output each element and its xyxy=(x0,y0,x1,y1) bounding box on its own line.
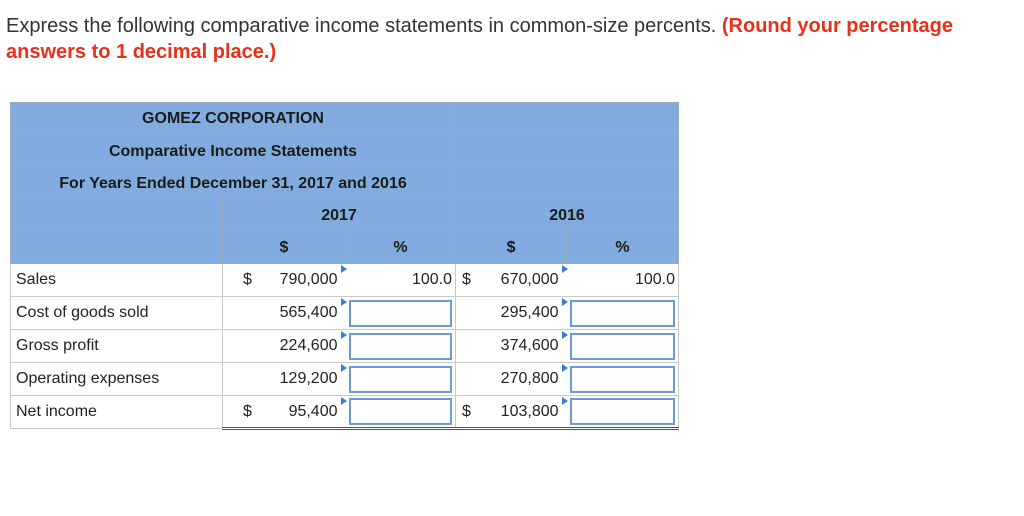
year-header-row xyxy=(11,200,679,232)
amount-2017: 129,200 xyxy=(223,363,346,396)
percent-input-2017[interactable] xyxy=(349,398,453,425)
row-label: Cost of goods sold xyxy=(11,297,223,330)
company-name: GOMEZ CORPORATION xyxy=(11,103,456,136)
table-row xyxy=(11,297,679,330)
percent-header-2016: % xyxy=(567,232,679,264)
table-row xyxy=(11,330,679,363)
currency-sign: $ xyxy=(243,402,252,420)
percent-input-2016[interactable] xyxy=(570,333,676,360)
percent-2017: 100.0 xyxy=(346,264,456,297)
table-row xyxy=(11,264,679,297)
company-row xyxy=(11,103,679,136)
period-row xyxy=(11,168,679,200)
currency-sign: $ xyxy=(462,271,471,288)
percent-input-2016[interactable] xyxy=(570,366,676,393)
percent-input-2016[interactable] xyxy=(570,398,676,425)
percent-header-2017: % xyxy=(346,232,456,264)
amount-2016: $ 670,000 xyxy=(456,264,567,297)
amount-2017: 224,600 xyxy=(223,330,346,363)
title-row xyxy=(11,136,679,168)
column-header-row xyxy=(11,232,679,264)
amount-2017: $ 95,400 xyxy=(223,396,346,429)
year-2016-header: 2016 xyxy=(456,200,679,232)
amount-2016: $ 103,800 xyxy=(456,396,567,429)
row-label: Gross profit xyxy=(11,330,223,363)
instructions-text: Express the following comparative income statements in common-size percents. xyxy=(6,15,717,37)
percent-input-2016[interactable] xyxy=(570,300,676,327)
statement-title: Comparative Income Statements xyxy=(11,136,456,168)
year-2017-header: 2017 xyxy=(223,200,456,232)
amount-2017: $ 790,000 xyxy=(223,264,346,297)
percent-2016: 100.0 xyxy=(567,264,679,297)
row-label: Sales xyxy=(11,264,223,297)
income-statement-table xyxy=(10,102,679,430)
row-label: Net income xyxy=(11,396,223,429)
amount-2017: 565,400 xyxy=(223,297,346,330)
amount-2016: 374,600 xyxy=(456,330,567,363)
dollar-header-2017: $ xyxy=(223,232,346,264)
currency-sign: $ xyxy=(243,271,252,288)
instructions xyxy=(6,13,1006,65)
percent-input-2017[interactable] xyxy=(349,300,453,327)
currency-sign: $ xyxy=(462,402,471,420)
dollar-header-2016: $ xyxy=(456,232,567,264)
percent-input-2017[interactable] xyxy=(349,333,453,360)
row-label: Operating expenses xyxy=(11,363,223,396)
statement-period: For Years Ended December 31, 2017 and 2016 xyxy=(11,168,456,200)
table-row xyxy=(11,363,679,396)
rounding-note: (Round your percentage answers to 1 decimal place.) xyxy=(6,15,954,63)
percent-input-2017[interactable] xyxy=(349,366,453,393)
amount-2016: 270,800 xyxy=(456,363,567,396)
amount-2016: 295,400 xyxy=(456,297,567,330)
table-row xyxy=(11,396,679,429)
